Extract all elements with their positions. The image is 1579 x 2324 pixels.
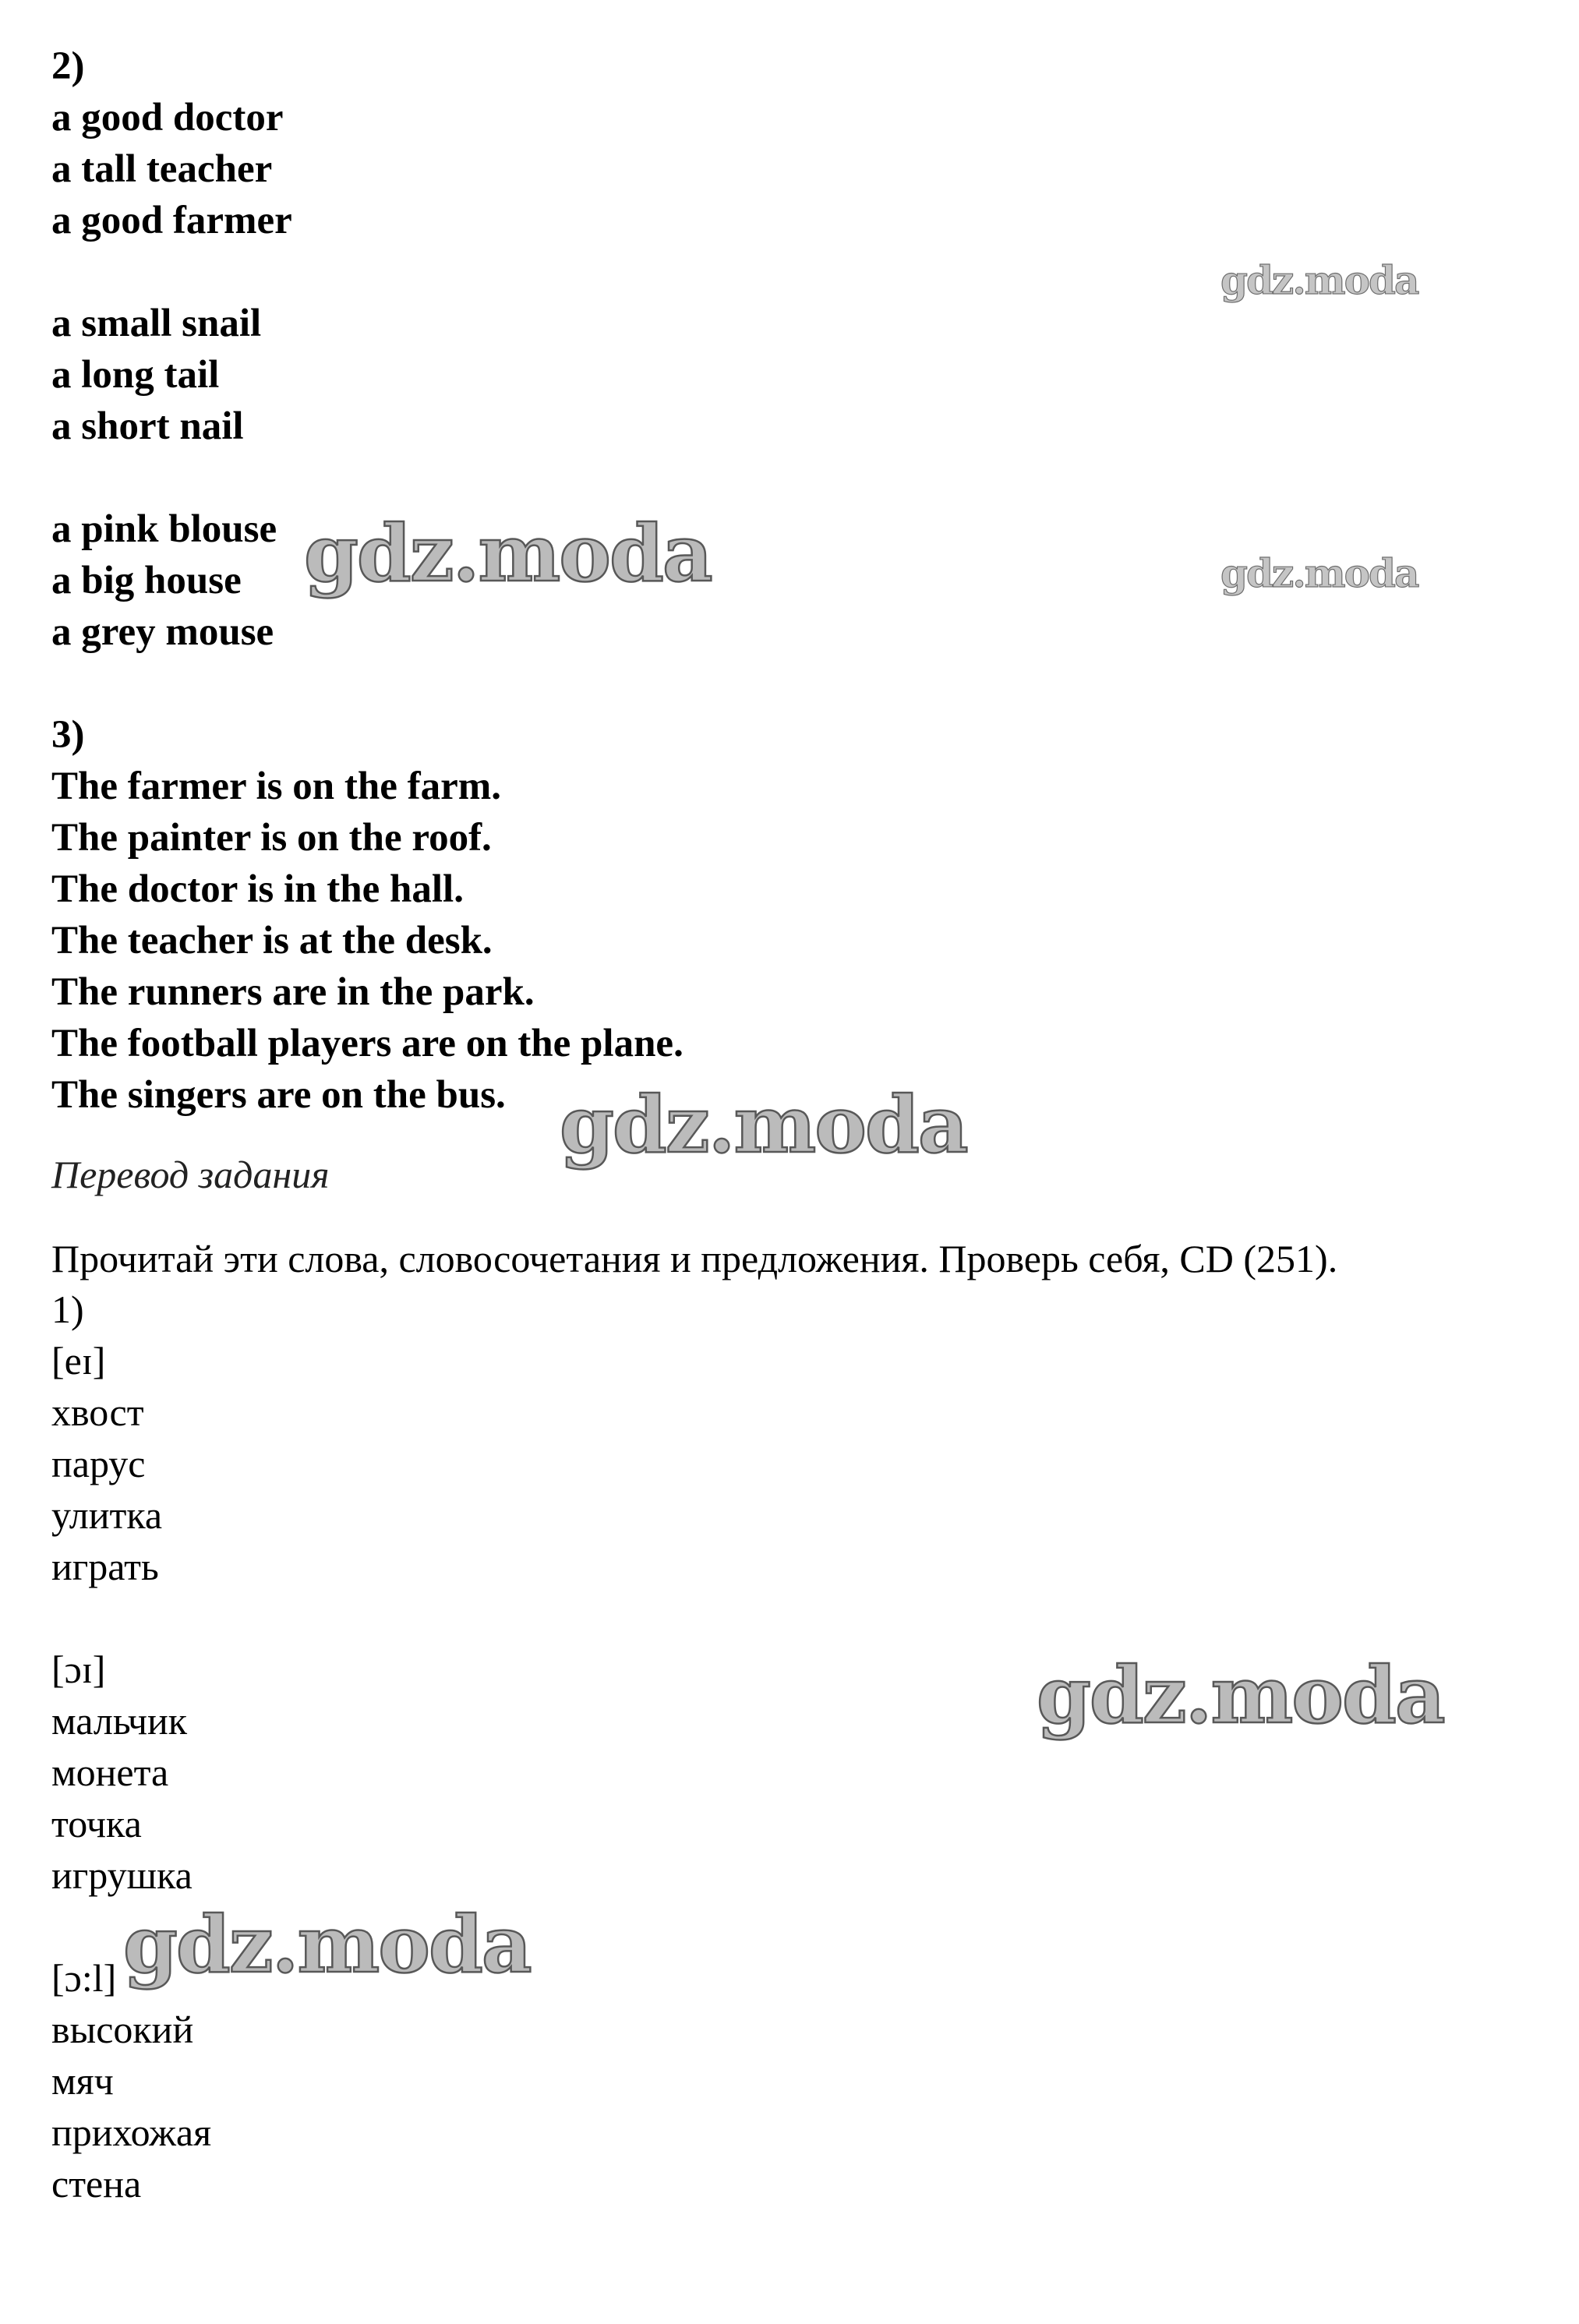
phrase-line: a tall teacher: [51, 147, 273, 191]
phrase-line: a small snail: [51, 302, 262, 345]
word-line: мальчик: [51, 1699, 188, 1743]
phrase-line: a good doctor: [51, 96, 284, 140]
sound-label: [eɪ]: [51, 1339, 106, 1383]
sound-label: [ɔ:l]: [51, 1956, 117, 2000]
word-line: прихожая: [51, 2110, 212, 2154]
word-line: улитка: [51, 1493, 163, 1537]
section-3-label: 3): [51, 713, 85, 757]
sentence-line: The teacher is at the desk.: [51, 919, 493, 962]
phrase-line: a big house: [51, 559, 242, 602]
word-line: высокий: [51, 2008, 194, 2051]
watermark: gdz.moda: [1037, 1649, 1444, 1741]
phrase-line: a good farmer: [51, 199, 292, 242]
phrase-line: a grey mouse: [51, 610, 274, 654]
word-line: парус: [51, 1442, 146, 1485]
watermark: gdz.moda: [304, 507, 712, 599]
section-2-label: 2): [51, 44, 85, 88]
watermark: gdz.moda: [123, 1898, 531, 1990]
phrase-line: a long tail: [51, 353, 220, 397]
sound-label: [ɔɪ]: [51, 1648, 106, 1691]
phrase-line: a short nail: [51, 404, 244, 448]
word-line: мяч: [51, 2059, 114, 2103]
word-line: монета: [51, 1750, 169, 1794]
word-line: хвост: [51, 1390, 144, 1434]
sentence-line: The painter is on the roof.: [51, 816, 492, 860]
sentence-line: The football players are on the plane.: [51, 1022, 684, 1065]
sentence-line: The farmer is on the farm.: [51, 765, 501, 808]
sentence-line: The singers are on the bus.: [51, 1073, 506, 1117]
translation-heading: Перевод задания: [51, 1153, 330, 1196]
translation-label: 1): [51, 1287, 84, 1331]
watermark: gdz.moda: [560, 1079, 967, 1171]
word-line: игрушка: [51, 1853, 193, 1897]
sentence-line: The doctor is in the hall.: [51, 867, 464, 911]
word-line: играть: [51, 1545, 159, 1588]
watermark: gdz.moda: [1220, 257, 1418, 303]
word-line: стена: [51, 2162, 142, 2206]
sentence-line: The runners are in the park.: [51, 970, 535, 1014]
watermark: gdz.moda: [1220, 550, 1418, 596]
phrase-line: a pink blouse: [51, 507, 277, 551]
word-line: точка: [51, 1802, 142, 1845]
translation-instruction: Прочитай эти слова, словосочетания и предложения. Проверь себя, CD (251).: [51, 1237, 1338, 1280]
